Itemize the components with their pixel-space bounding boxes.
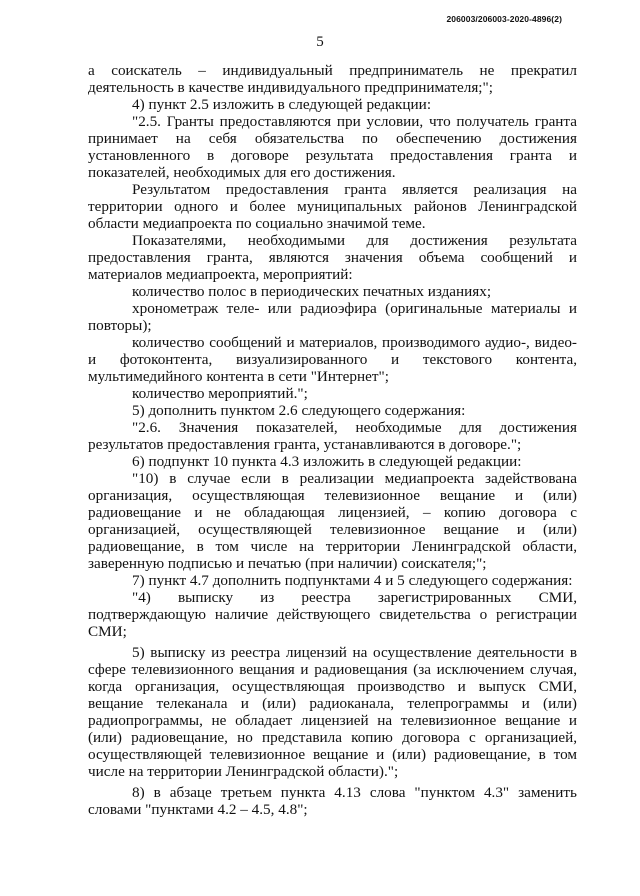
page-number: 5 [316, 34, 324, 50]
paragraph: 4) пункт 2.5 изложить в следующей редакции: [132, 96, 432, 113]
document-id: 206003/206003-2020-4896(2) [446, 14, 562, 24]
paragraph: Результатом предоставления гранта является реализация на территории одного и более муниципальных районов Ленинградской области медиапроекта по социально значимой теме. [88, 181, 577, 232]
paragraph: количество мероприятий."; [132, 385, 308, 402]
paragraph: "2.6. Значения показателей, необходимые для достижения результатов предоставления гранта, устанавливаются в договоре."; [88, 419, 577, 453]
paragraph: 8) в абзаце третьем пункта 4.13 слова "пунктом 4.3" заменить словами "пунктами 4.2 – 4.5, 4.8"; [88, 784, 577, 818]
paragraph: а соискатель – индивидуальный предприниматель не прекратил деятельность в качестве индивидуального предпринимателя;"; [88, 62, 577, 96]
paragraph: 5) выписку из реестра лицензий на осуществление деятельности в сфере телевизионного вещания и радиовещания (за исключением случая, когда организация, осуществляющая производство и выпуск СМИ, вещание телеканала и (или) радиоканала, телепрограммы и (или) радиопрограммы, не обладает лицензией на телевизионное вещание и (или) радиовещание, но представила копию договора с организацией, осуществляющей телевизионное вещание и (или) радиовещание, в том числе на территории Ленинградской области)."; [88, 644, 577, 780]
document-body [88, 62, 577, 818]
paragraph: количество полос в периодических печатных изданиях; [132, 283, 492, 300]
paragraph: 7) пункт 4.7 дополнить подпунктами 4 и 5 следующего содержания: [132, 572, 573, 589]
paragraph: хронометраж теле- или радиоэфира (оригинальные материалы и повторы); [88, 300, 577, 334]
paragraph: Показателями, необходимыми для достижения результата предоставления гранта, являются значения объема сообщений и материалов медиапроекта, мероприятий: [88, 232, 577, 283]
paragraph: 5) дополнить пунктом 2.6 следующего содержания: [132, 402, 466, 419]
paragraph: "10) в случае если в реализации медиапроекта задействована организация, осуществляющая телевизионное вещание и (или) радиовещание и не обладающая лицензией, – копию договора с организацией, осуществляющей телевизионное вещание и (или) радиовещание, в том числе на территории Ленинградской области, заверенную подписью и печатью (при наличии) соискателя;"; [88, 470, 577, 572]
paragraph: количество сообщений и материалов, производимого аудио-, видео- и фотоконтента, визуализированного и текстового контента, мультимедийного контента в сети "Интернет"; [88, 334, 577, 385]
paragraph: "4) выписку из реестра зарегистрированных СМИ, подтверждающую наличие действующего свидетельства о регистрации СМИ; [88, 589, 577, 640]
paragraph: 6) подпункт 10 пункта 4.3 изложить в следующей редакции: [132, 453, 522, 470]
paragraph: "2.5. Гранты предоставляются при условии, что получатель гранта принимает на себя обязательства по обеспечению достижения установленного в договоре результата предоставления гранта и показателей, необходимых для его достижения. [88, 113, 577, 181]
